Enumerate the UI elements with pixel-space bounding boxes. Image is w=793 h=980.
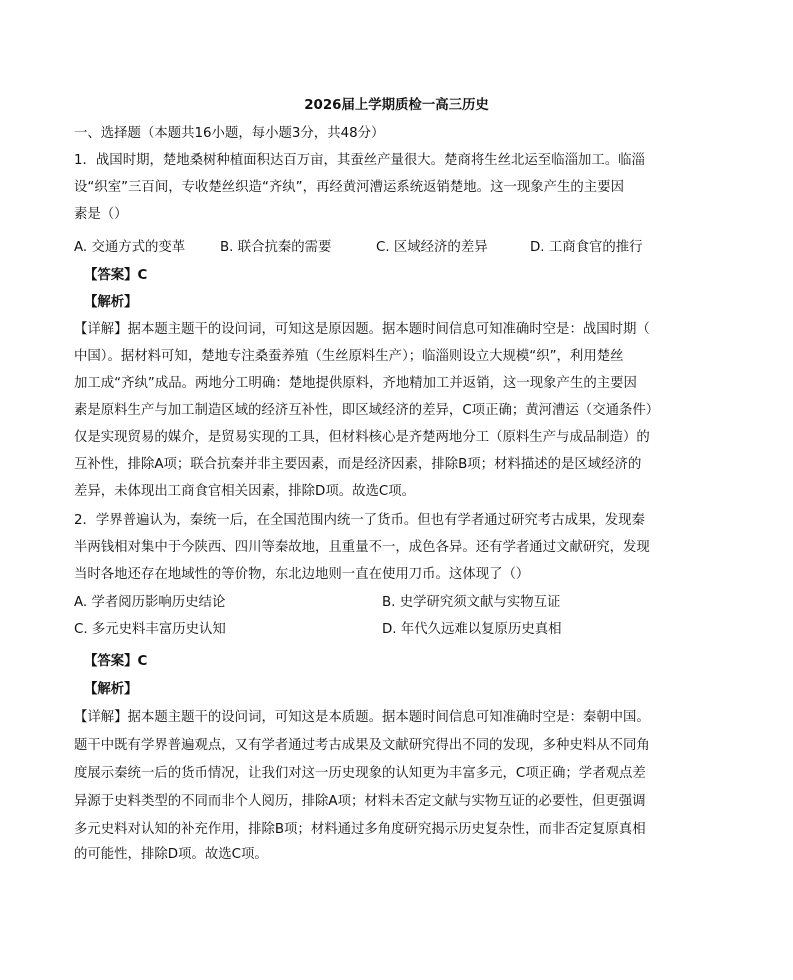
q2-detail-line-4: 异源于史料类型的不同而非个人阅历，排除A项；材料未否定文献与实物互证的必要性，但更强调 xyxy=(74,794,646,809)
q1-stem-line-3: 素是（） xyxy=(74,207,128,222)
q2-detail-line-5: 多元史料对认知的补充作用，排除B项；材料通过多角度研究揭示历史复杂性，而非否定复原真相 xyxy=(74,822,646,837)
q2-detail-line-6: 的可能性，排除D项。故选C项。 xyxy=(74,847,268,862)
q1-detail-line-3: 加工成“齐纨”成品。两地分工明确：楚地提供原料，齐地精加工并返销，这一现象产生的主要因 xyxy=(74,376,637,391)
q1-answer: 【答案】C xyxy=(84,268,148,283)
q2-option-d: D. 年代久远难以复原历史真相 xyxy=(382,622,562,637)
q1-detail-line-6: 互补性，排除A项；联合抗秦并非主要因素，而是经济因素，排除B项；材料描述的是区域经济的 xyxy=(74,457,642,472)
q1-option-d: D. 工商食官的推行 xyxy=(530,240,643,255)
q2-stem-line-1: 2．学界普遍认为，秦统一后，在全国范围内统一了货币。但也有学者通过研究考古成果，发现秦 xyxy=(74,513,645,528)
q2-option-a: A. 学者阅历影响历史结论 xyxy=(74,595,226,610)
q2-detail-line-3: 度展示秦统一后的货币情况，让我们对这一历史现象的认知更为丰富多元，C项正确；学者观点差 xyxy=(74,766,646,781)
q1-detail-line-5: 仅是实现贸易的媒介，是贸易实现的工具，但材料核心是齐楚两地分工（原料生产与成品制造）的 xyxy=(74,430,650,445)
q2-analysis-label: 【解析】 xyxy=(84,682,138,697)
q1-option-b: B. 联合抗秦的需要 xyxy=(220,240,332,255)
section-header: 一、选择题（本题共16小题，每小题3分，共48分） xyxy=(74,126,385,141)
q1-analysis-label: 【解析】 xyxy=(84,295,138,310)
q2-option-b: B. 史学研究须文献与实物互证 xyxy=(382,595,561,610)
q2-detail-line-2: 题干中既有学界普遍观点，又有学者通过考古成果及文献研究得出不同的发现，多种史料从不同角 xyxy=(74,738,650,753)
q2-stem-line-2: 半两钱相对集中于今陕西、四川等秦故地，且重量不一，成色各异。还有学者通过文献研究，发现 xyxy=(74,540,650,555)
q1-detail-line-2: 中国）。据材料可知，楚地专注桑蚕养殖（生丝原料生产）；临淄则设立大规模“织”，利用楚丝 xyxy=(74,349,624,364)
q1-option-a: A. 交通方式的变革 xyxy=(74,240,186,255)
exam-title: 2026届上学期质检一高三历史 xyxy=(304,98,489,113)
q2-answer: 【答案】C xyxy=(84,654,148,669)
q1-detail-line-4: 素是原料生产与加工制造区域的经济互补性，即区域经济的差异，C项正确；黄河漕运（交通条件） xyxy=(74,403,660,418)
q1-detail-line-7: 差异，未体现出工商食官相关因素，排除D项。故选C项。 xyxy=(74,484,416,499)
q2-stem-line-3: 当时各地还存在地域性的等价物，东北边地则一直在使用刀币。这体现了（） xyxy=(74,567,530,582)
q1-stem-line-2: 设“织室”三百间，专收楚丝织造“齐纨”，再经黄河漕运系统返销楚地。这一现象产生的主要因 xyxy=(74,180,624,195)
q2-detail-line-1: 【详解】据本题主题干的设问词，可知这是本质题。据本题时间信息可知准确时空是：秦朝中国。 xyxy=(74,710,650,725)
q1-detail-line-1: 【详解】据本题主题干的设问词，可知这是原因题。据本题时间信息可知准确时空是：战国时期（ xyxy=(74,322,650,337)
q1-stem-line-1: 1．战国时期，楚地桑树种植面积达百万亩，其蚕丝产量很大。楚商将生丝北运至临淄加工。临淄 xyxy=(74,153,645,168)
q1-option-c: C. 区域经济的差异 xyxy=(376,240,488,255)
q2-option-c: C. 多元史料丰富历史认知 xyxy=(74,622,226,637)
